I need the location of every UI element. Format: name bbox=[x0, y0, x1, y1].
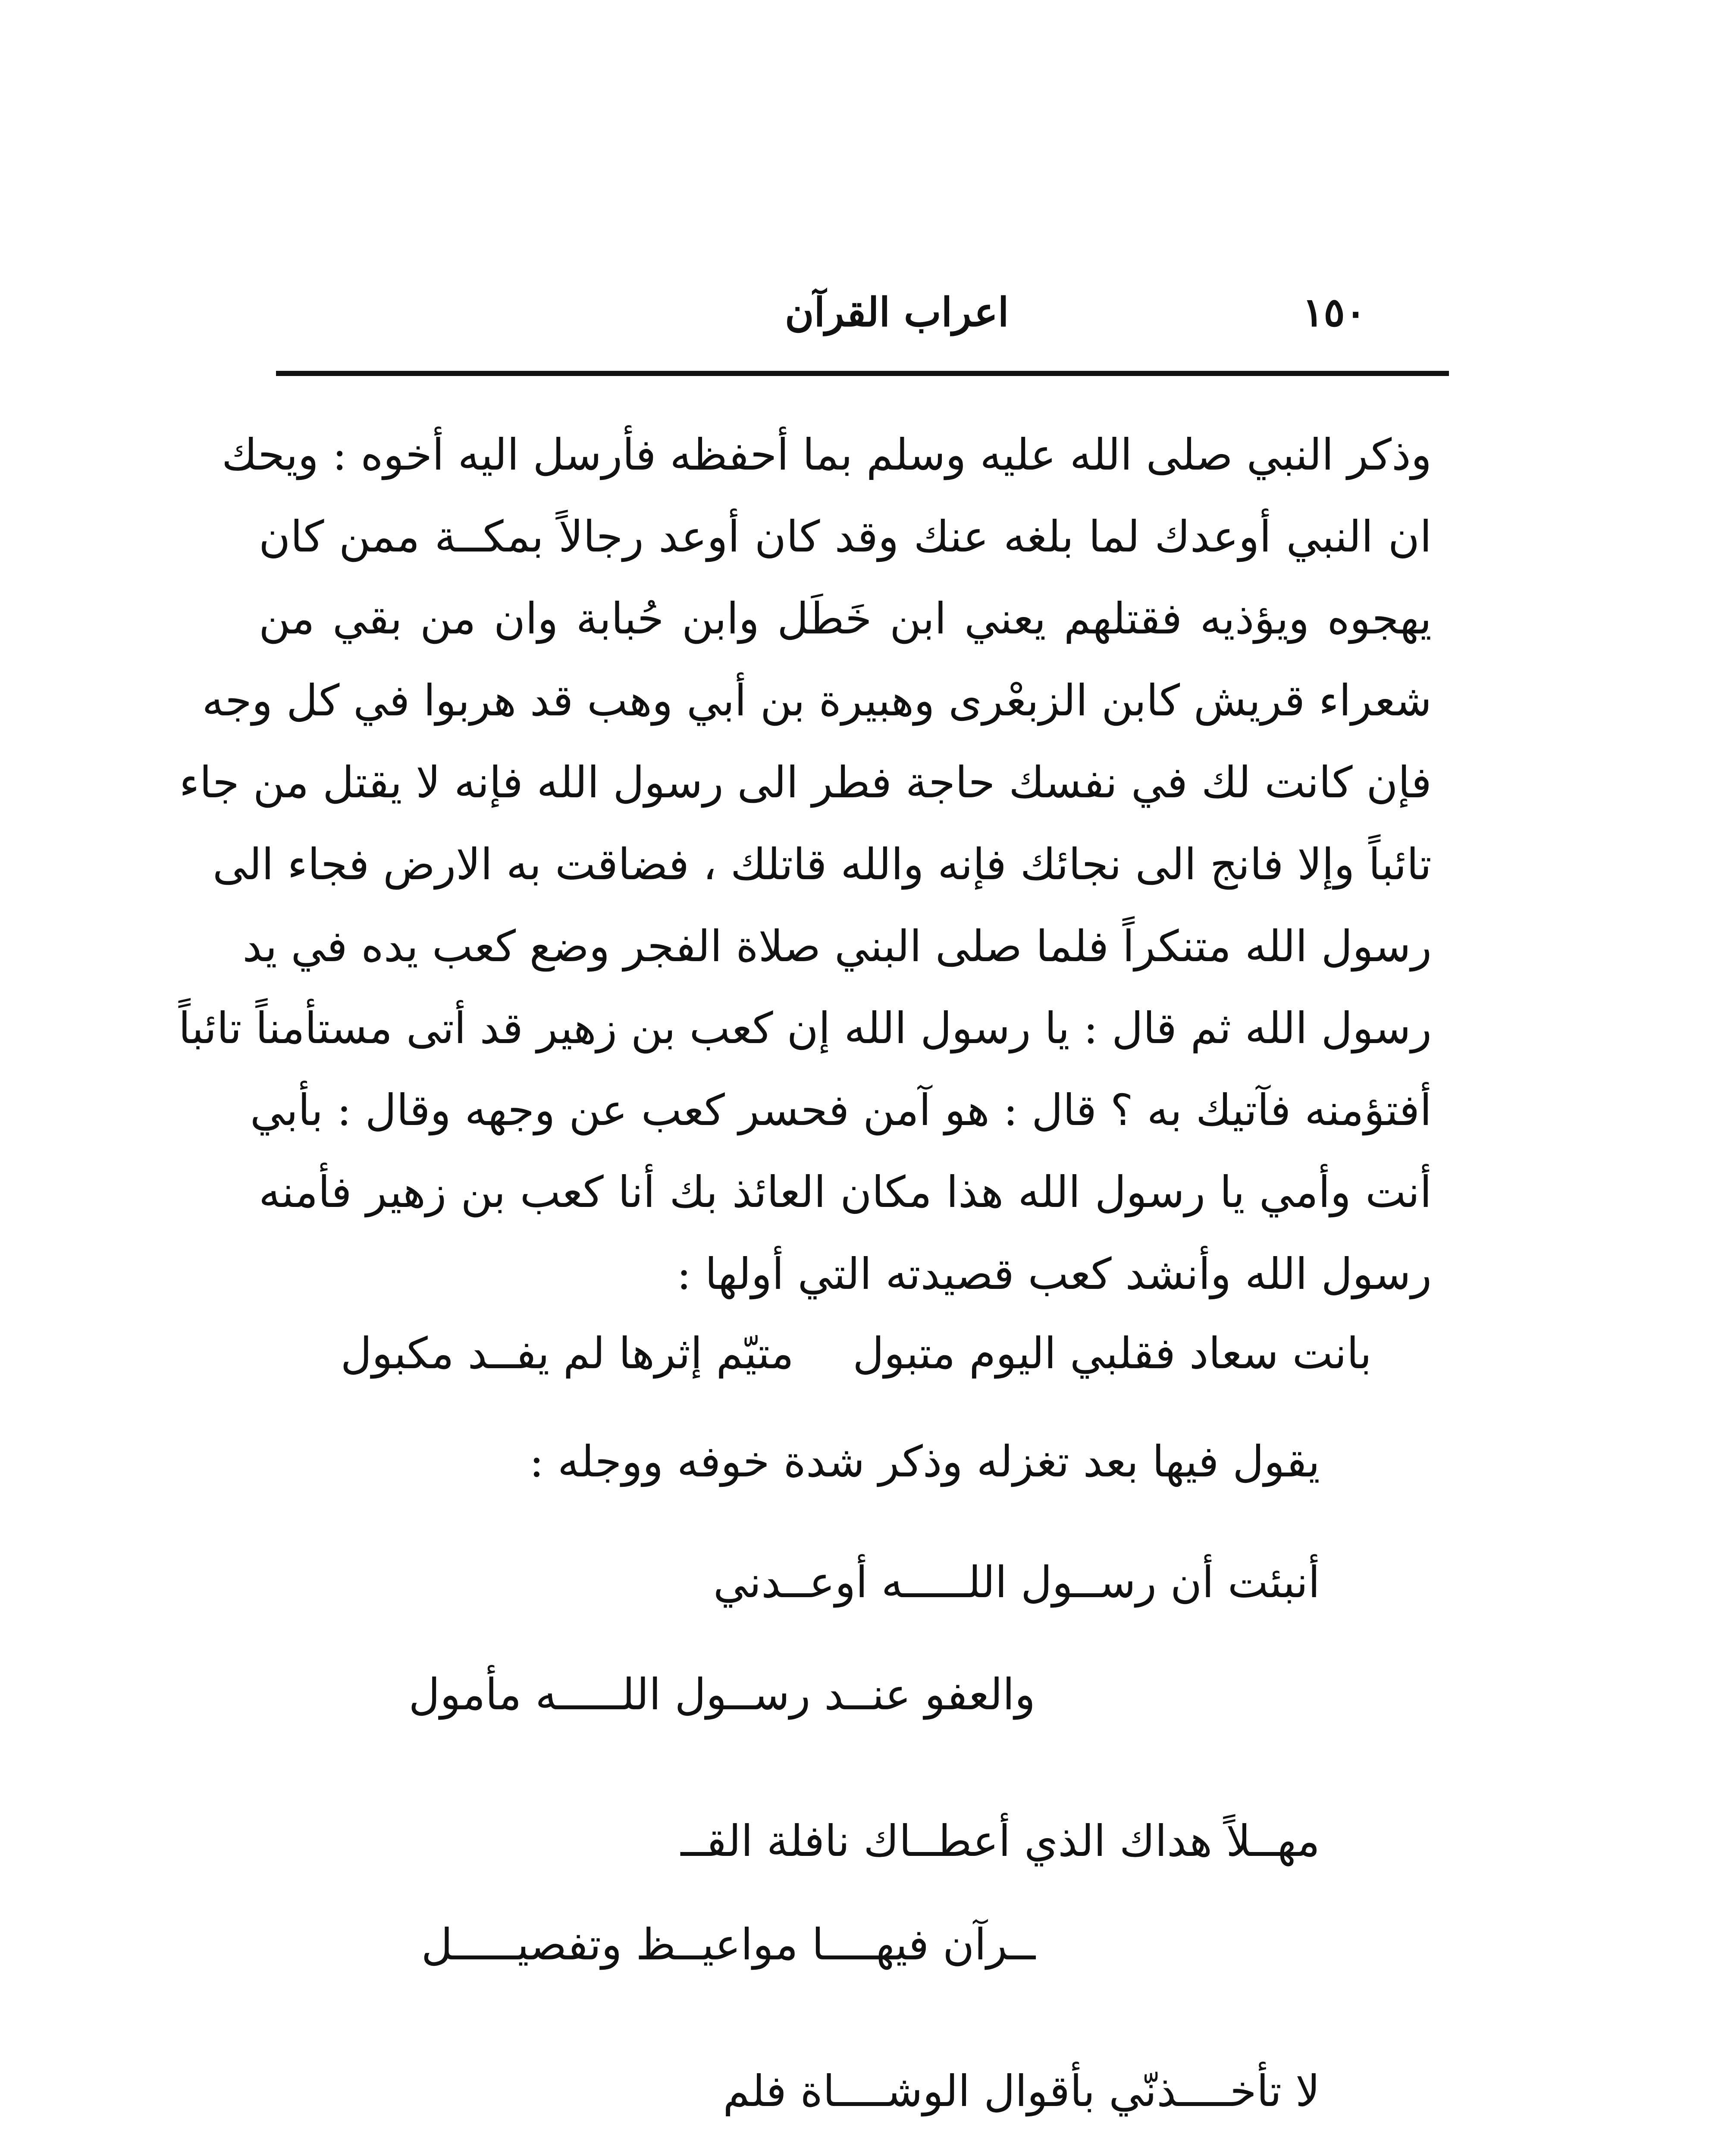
poem-intro-line: يقول فيها بعد تغزله وذكر شدة خوفه ووجله : bbox=[529, 1436, 1320, 1487]
page-number: ١٥٠ bbox=[1302, 289, 1367, 335]
prose-line: رسول الله ثم قال : يا رسول الله إن كعب بن زهير قد أتى مستأمناً تائباً bbox=[178, 1003, 1432, 1053]
verse-second-hemistich: والعفو عنــد رســول اللـــــه مأمول bbox=[408, 1669, 1035, 1720]
opening-verse-second-hemistich: متيّم إثرها لم يفــد مكبول bbox=[340, 1328, 794, 1379]
prose-line: فإن كانت لك في نفسك حاجة فطر الى رسول الله فإنه لا يقتل من جاء bbox=[179, 757, 1432, 808]
prose-line: يهجوه ويؤذيه فقتلهم يعني ابن خَطَل وابن حُبابة وان من بقي من bbox=[259, 593, 1432, 644]
verse-second-hemistich: ــرآن فيهــــا مواعيــظ وتفصيـــــل bbox=[421, 1919, 1035, 1970]
prose-line: رسول الله وأنشد كعب قصيدته التي أولها : bbox=[677, 1249, 1432, 1299]
prose-paragraph bbox=[178, 414, 1432, 1315]
opening-verse-first-hemistich: بانت سعاد فقلبي اليوم متبول bbox=[853, 1328, 1372, 1379]
prose-line: أنت وأمي يا رسول الله هذا مكان العائذ بك أنا كعب بن زهير فأمنه bbox=[259, 1167, 1432, 1217]
prose-line: رسول الله متنكراً فلما صلى البني صلاة الفجر وضع كعب يده في يد bbox=[242, 921, 1432, 971]
prose-line: أفتؤمنه فآتيك به ؟ قال : هو آمن فحسر كعب عن وجهه وقال : بأبي bbox=[250, 1085, 1432, 1135]
prose-line: ان النبي أوعدك لما بلغه عنك وقد كان أوعد رجالاً بمكــة ممن كان bbox=[259, 511, 1432, 562]
verse-first-hemistich: أنبئت أن رســول اللـــــه أوعــدني bbox=[713, 1557, 1320, 1608]
running-title: اعراب القرآن bbox=[785, 289, 1009, 335]
verse-first-hemistich: مهــلاً هداك الذي أعطــاك نافلة القــ bbox=[680, 1816, 1320, 1866]
prose-line: شعراء قريش كابن الزبعْرى وهبيرة بن أبي وهب قد هربوا في كل وجه bbox=[202, 675, 1432, 726]
prose-line: تائباً وإلا فانج الى نجائك فإنه والله قاتلك ، فضاقت به الارض فجاء الى bbox=[213, 839, 1432, 890]
verse-first-hemistich: لا تأخــــذنّي بأقوال الوشــــاة فلم bbox=[723, 2066, 1320, 2116]
prose-line: وذكر النبي صلى الله عليه وسلم بما أحفظه فأرسل اليه أخوه : ويحك bbox=[221, 429, 1432, 480]
header-rule bbox=[276, 371, 1449, 376]
page-header bbox=[276, 276, 1449, 362]
